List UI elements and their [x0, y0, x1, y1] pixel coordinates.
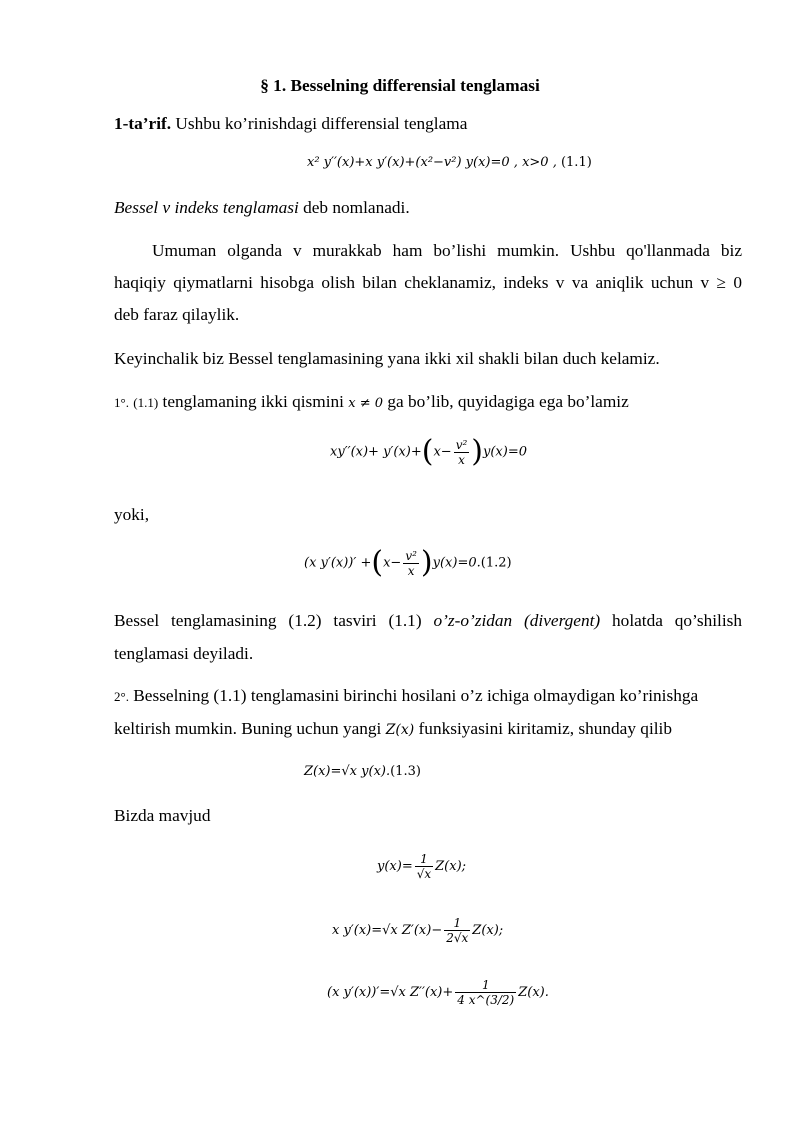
- eq3-numerator: v²: [405, 548, 417, 563]
- eq3-open-paren: (: [371, 545, 384, 580]
- paragraph-3-text-b: holatda qo’shilish: [600, 611, 742, 630]
- eq4-body: Z(x)=√x y(x).: [304, 764, 391, 779]
- item-1-ref: (1.1): [133, 395, 159, 410]
- definition-label: 1-ta’rif.: [114, 114, 172, 133]
- item-2-text-1: Besselning (1.1) tenglamasini birinchi hosilani o’z ichiga olmaydigan ko’rinishga: [128, 686, 699, 705]
- item-1-text: tenglamaning ikki qismini: [158, 392, 349, 411]
- item-2-function: Z(x): [385, 722, 415, 738]
- item-1-line: [114, 392, 629, 414]
- eq5-numerator: 1: [415, 852, 433, 867]
- paragraph-2: Keyinchalik biz Bessel tenglamasining yana ikki xil shakli bilan duch kelamiz.: [114, 349, 660, 368]
- equation-bessel-divided: [330, 434, 527, 469]
- eq5-denominator: √x: [416, 867, 432, 881]
- section-title: § 1. Besselning differensial tenglamasi: [260, 76, 540, 95]
- paragraph-3-line-2: tenglamasi deyiladi.: [114, 644, 254, 663]
- item-2-line-1: [114, 686, 698, 707]
- eq6-denominator: 2√x: [446, 931, 469, 945]
- item-1-marker: 1°.: [114, 395, 129, 410]
- eq7-denominator: 4 x^(3/2): [457, 993, 515, 1007]
- eq2-right: y(x)=0: [483, 444, 527, 460]
- eq3-right: y(x)=0.: [432, 555, 481, 571]
- equation-y-of-x: [377, 852, 466, 881]
- item-2-text-2b: funksiyasini kiritamiz, shunday qilib: [414, 719, 672, 738]
- eq2-close-paren: ): [471, 434, 484, 469]
- equation-xy-prime-derivative: [327, 978, 549, 1007]
- item-2-marker: 2°.: [114, 689, 129, 704]
- yoki-line: yoki,: [114, 505, 150, 524]
- eq7-numerator: 1: [455, 978, 516, 993]
- paragraph-1-line-3: deb faraz qilaylik.: [114, 305, 240, 324]
- eq7-right: Z(x).: [518, 985, 549, 1000]
- eq3-left: (x y′(x))′ +: [304, 555, 372, 571]
- paragraph-3-line-1: [114, 611, 742, 631]
- bessel-definition-rest: deb nomlanadi.: [298, 198, 410, 217]
- bizda-mavjud-line: Bizda mavjud: [114, 806, 211, 825]
- eq2-open-paren: (: [421, 434, 434, 469]
- eq5-right: Z(x);: [435, 859, 467, 874]
- eq7-fraction: [455, 978, 516, 1007]
- item-2-line-2: [114, 719, 672, 740]
- equation-1-2-tag: (1.2): [480, 555, 512, 571]
- eq5-left: y(x)=: [377, 859, 413, 874]
- item-2-text-2a: keltirish mumkin. Buning uchun yangi: [114, 719, 386, 738]
- eq6-numerator: 1: [444, 916, 470, 931]
- equation-1-3: [304, 764, 421, 780]
- bessel-definition-line: [114, 198, 410, 218]
- item-1-condition: x ≠ 0: [348, 396, 384, 411]
- eq2-left: xy′′(x)+ y′(x)+: [330, 444, 422, 460]
- eq5-fraction: [415, 852, 433, 881]
- eq3-inner: x−: [383, 555, 402, 571]
- eq6-fraction: [444, 916, 470, 945]
- paragraph-3-text-a: Bessel tenglamasining (1.2) tasviri (1.1): [114, 611, 434, 630]
- bessel-index-term: Bessel v indeks tenglamasi: [114, 198, 299, 217]
- paragraph-1-line-1: Umuman olganda v murakkab ham bo’lishi mumkin. Ushbu qo'llanmada biz: [152, 241, 742, 260]
- equation-1-2: [304, 545, 512, 580]
- eq6-left: x y′(x)=√x Z′(x)−: [332, 923, 443, 938]
- eq3-denominator: x: [407, 563, 415, 578]
- equation-1-1: [307, 155, 592, 171]
- eq6-right: Z(x);: [472, 923, 504, 938]
- eq7-left: (x y′(x))′=√x Z′′(x)+: [327, 985, 454, 1000]
- item-1-text-2: ga bo’lib, quyidagiga ega bo’lamiz: [383, 392, 629, 411]
- eq2-fraction: [454, 438, 470, 467]
- eq2-inner: x−: [433, 444, 452, 460]
- equation-1-3-tag: (1.3): [390, 764, 421, 779]
- eq3-fraction: [403, 549, 419, 578]
- equation-xy-prime: [332, 916, 503, 945]
- equation-1-1-tag: (1.1): [560, 155, 592, 170]
- definition-line: [114, 114, 467, 134]
- definition-text: Ushbu ko’rinishdagi differensial tenglama: [171, 114, 468, 133]
- paragraph-1-line-2: haqiqiy qiymatlarni hisobga olish bilan cheklanamiz, indeks v va aniqlik uchun v ≥ 0: [114, 273, 742, 292]
- eq2-numerator: v²: [455, 437, 468, 452]
- equation-1-1-body: x² y′′(x)+x y′(x)+(x²−v²) y(x)=0 , x>0 ,: [307, 155, 557, 170]
- paragraph-3-italic: o’z-o’zidan (divergent): [433, 611, 601, 630]
- eq2-denominator: x: [458, 452, 465, 467]
- eq3-close-paren: ): [420, 545, 433, 580]
